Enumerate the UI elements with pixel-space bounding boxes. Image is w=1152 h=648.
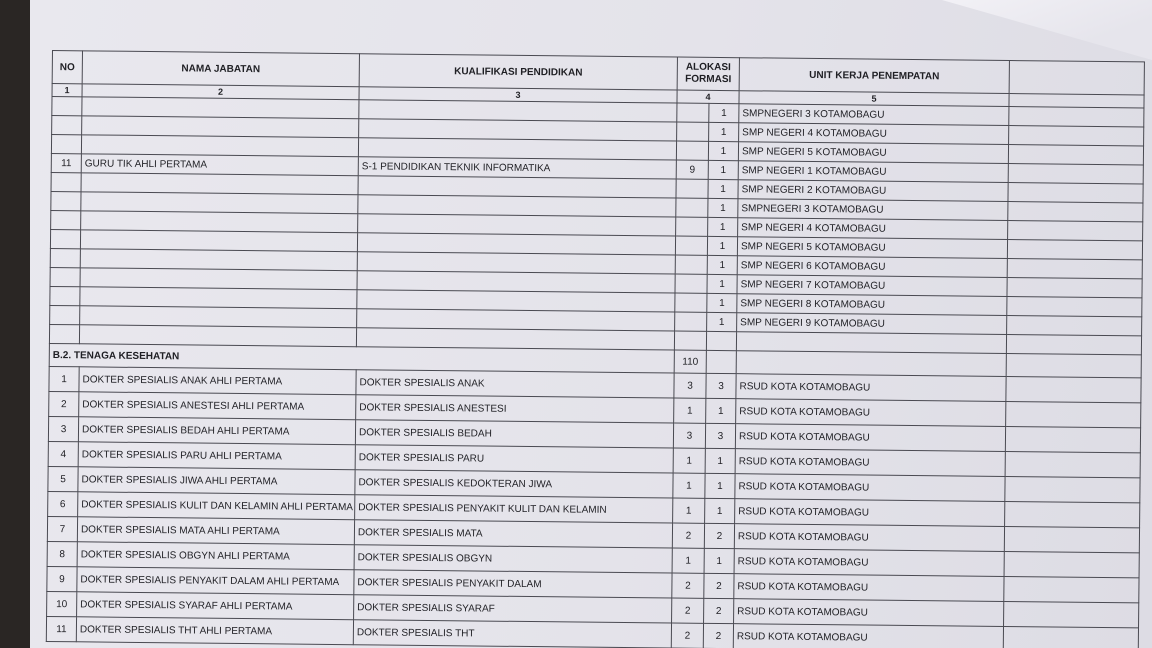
cell-kualifikasi: S-1 PENDIDIKAN TEKNIK INFORMATIKA [358,157,676,179]
cell-alokasi: 1 [706,398,736,423]
cell-kualifikasi: DOKTER SPESIALIS OBGYN [354,545,672,573]
cell-no [50,286,80,305]
cell-total: 2 [672,573,704,598]
cell-total: 2 [672,598,704,623]
cell-unit-kerja: SMP NEGERI 7 KOTAMOBAGU [737,275,1007,297]
cell-unit-kerja: RSUD KOTA KOTAMOBAGU [735,424,1005,452]
cell-total [677,122,709,141]
cell-alokasi: 1 [708,141,738,160]
cell-no [50,267,80,286]
cell-kualifikasi: DOKTER SPESIALIS SYARAF [354,595,672,623]
cell-blank [1007,316,1142,336]
cell-unit-kerja: SMPNEGERI 3 KOTAMOBAGU [739,104,1009,126]
cell-total [676,198,708,217]
cell-blank [1008,221,1143,241]
cell-total: 2 [671,623,703,648]
cell-nama-jabatan: DOKTER SPESIALIS ANESTESI AHLI PERTAMA [79,392,356,420]
cell-alokasi: 1 [707,293,737,312]
cell-nama-jabatan: DOKTER SPESIALIS PENYAKIT DALAM AHLI PERTAMA [77,567,354,595]
cell-blank [1005,502,1140,528]
cell-unit-kerja: RSUD KOTA KOTAMOBAGU [735,474,1005,502]
cell-total: 3 [674,373,706,398]
cell-alokasi: 2 [704,523,734,548]
cell-blank [1009,126,1144,146]
cell-no: 10 [47,591,77,616]
cell-kualifikasi: DOKTER SPESIALIS ANAK [356,370,674,398]
cell-alokasi: 3 [706,373,736,398]
cell-no: 9 [47,566,77,591]
cell-blank [1008,164,1143,184]
cell-kualifikasi: DOKTER SPESIALIS KEDOKTERAN JIWA [355,470,673,498]
cell-kualifikasi: DOKTER SPESIALIS BEDAH [355,420,673,448]
cell-blank [706,350,736,373]
cell-alokasi: 2 [704,598,734,623]
cell-unit-kerja: SMP NEGERI 1 KOTAMOBAGU [738,161,1008,183]
cell-no: 5 [48,466,78,491]
cell-blank [1006,402,1141,428]
cell-unit-kerja: SMP NEGERI 9 KOTAMOBAGU [737,313,1007,335]
cell-blank [1006,377,1141,403]
cell-blank [1004,601,1139,627]
cell-blank [1008,202,1143,222]
cell-kualifikasi: DOKTER SPESIALIS PARU [355,445,673,473]
cell-unit-kerja: RSUD KOTA KOTAMOBAGU [735,449,1005,477]
guru-tik-rows [49,97,1144,355]
cell-no: 7 [47,516,77,541]
header-blank [1009,61,1144,95]
column-index: 3 [359,87,677,103]
cell-no: 11 [51,153,81,172]
cell-unit-kerja: SMP NEGERI 5 KOTAMOBAGU [737,237,1007,259]
cell-nama-jabatan: DOKTER SPESIALIS MATA AHLI PERTAMA [77,517,354,545]
cell-nama-jabatan: DOKTER SPESIALIS BEDAH AHLI PERTAMA [78,417,355,445]
cell-total: 1 [672,548,704,573]
cell-nama-jabatan: DOKTER SPESIALIS JIWA AHLI PERTAMA [78,467,355,495]
cell-no: 8 [47,541,77,566]
formation-table [46,50,1145,648]
cell-no: 6 [48,491,78,516]
cell-blank [1006,354,1141,378]
cell-total: 1 [673,473,705,498]
cell-blank [1005,452,1140,478]
column-index: 2 [82,84,359,100]
column-index: 1 [52,84,82,97]
cell-total [674,331,706,350]
column-index: 5 [739,91,1009,107]
cell-no [52,116,82,135]
cell-unit-kerja: RSUD KOTA KOTAMOBAGU [734,599,1004,627]
cell-alokasi: 1 [708,217,738,236]
cell-kualifikasi: DOKTER SPESIALIS PENYAKIT KULIT DAN KELAMIN [355,495,673,523]
cell-blank [1005,477,1140,503]
next-sheet-edge [942,0,1152,60]
cell-blank [1007,297,1142,317]
cell-nama-jabatan: DOKTER SPESIALIS THT AHLI PERTAMA [76,617,353,645]
cell-kualifikasi: DOKTER SPESIALIS ANESTESI [356,395,674,423]
cell-no [50,248,80,267]
cell-no [50,305,80,324]
cell-blank [1004,576,1139,602]
cell-total [676,141,708,160]
cell-total [675,274,707,293]
cell-blank [1003,626,1138,648]
cell-unit-kerja: SMP NEGERI 6 KOTAMOBAGU [737,256,1007,278]
cell-no [51,172,81,191]
cell-alokasi [706,331,736,350]
cell-unit-kerja: SMP NEGERI 4 KOTAMOBAGU [739,123,1009,145]
cell-no: 2 [49,391,79,416]
cell-nama-jabatan: DOKTER SPESIALIS KULIT DAN KELAMIN AHLI PERTAMA [78,492,355,520]
cell-alokasi: 1 [708,160,738,179]
cell-alokasi: 1 [707,312,737,331]
cell-alokasi: 1 [707,255,737,274]
section-total: 110 [674,350,706,373]
cell-no: 3 [48,416,78,441]
cell-total [675,255,707,274]
cell-total [675,312,707,331]
header-kualifikasi: KUALIFIKASI PENDIDIKAN [359,54,677,90]
cell-no: 11 [46,616,76,641]
cell-alokasi: 1 [705,473,735,498]
cell-unit-kerja: RSUD KOTA KOTAMOBAGU [734,574,1004,602]
cell-alokasi: 1 [708,179,738,198]
cell-alokasi: 1 [705,498,735,523]
cell-blank [1008,145,1143,165]
cell-alokasi: 1 [709,103,739,122]
tenaga-kesehatan-rows [46,366,1141,648]
header-alokasi: ALOKASI FORMASI [677,57,739,91]
header-no: NO [52,51,82,84]
cell-nama-jabatan: DOKTER SPESIALIS PARU AHLI PERTAMA [78,442,355,470]
cell-blank [1005,427,1140,453]
cell-alokasi: 2 [703,623,733,648]
cell-unit-kerja: RSUD KOTA KOTAMOBAGU [736,374,1006,402]
cell-total: 1 [674,398,706,423]
header-unit-kerja: UNIT KERJA PENEMPATAN [739,58,1009,94]
cell-alokasi: 1 [708,198,738,217]
cell-unit-kerja: RSUD KOTA KOTAMOBAGU [735,499,1005,527]
cell-total [676,217,708,236]
cell-unit-kerja: SMP NEGERI 5 KOTAMOBAGU [738,142,1008,164]
cell-kualifikasi: DOKTER SPESIALIS THT [353,620,671,648]
cell-no: 1 [49,366,79,391]
cell-alokasi: 1 [707,274,737,293]
cell-unit-kerja: RSUD KOTA KOTAMOBAGU [733,624,1003,648]
cell-alokasi: 1 [709,122,739,141]
cell-kualifikasi: DOKTER SPESIALIS PENYAKIT DALAM [354,570,672,598]
cell-alokasi: 2 [704,573,734,598]
cell-no [51,210,81,229]
cell-blank [1004,527,1139,553]
cell-total: 2 [672,523,704,548]
cell-total [677,103,709,122]
cell-nama-jabatan: DOKTER SPESIALIS ANAK AHLI PERTAMA [79,367,356,395]
cell-total: 1 [673,498,705,523]
cell-blank [1007,278,1142,298]
cell-no [49,324,79,343]
column-index: 4 [677,90,739,104]
cell-unit-kerja: RSUD KOTA KOTAMOBAGU [734,549,1004,577]
cell-blank [1007,259,1142,279]
cell-total [675,293,707,312]
cell-total [675,236,707,255]
cell-alokasi: 1 [707,236,737,255]
cell-total: 1 [673,448,705,473]
cell-total: 9 [676,160,708,179]
cell-unit-kerja: RSUD KOTA KOTAMOBAGU [736,399,1006,427]
cell-nama-jabatan: DOKTER SPESIALIS OBGYN AHLI PERTAMA [77,542,354,570]
cell-blank [1008,183,1143,203]
cell-no [51,191,81,210]
cell-alokasi: 1 [704,548,734,573]
header-nama-jabatan: NAMA JABATAN [82,51,359,87]
cell-no [52,97,82,116]
cell-unit-kerja: SMP NEGERI 2 KOTAMOBAGU [738,180,1008,202]
cell-nama-jabatan: GURU TIK AHLI PERTAMA [81,154,358,176]
cell-kualifikasi: DOKTER SPESIALIS MATA [354,520,672,548]
cell-total: 3 [673,423,705,448]
cell-alokasi: 1 [705,448,735,473]
cell-unit-kerja: SMP NEGERI 8 KOTAMOBAGU [737,294,1007,316]
cell-blank [1009,107,1144,127]
cell-unit-kerja: SMPNEGERI 3 KOTAMOBAGU [738,199,1008,221]
cell-unit-kerja: RSUD KOTA KOTAMOBAGU [734,524,1004,552]
cell-blank [736,351,1006,377]
cell-nama-jabatan: DOKTER SPESIALIS SYARAF AHLI PERTAMA [77,592,354,620]
cell-unit-kerja: SMP NEGERI 4 KOTAMOBAGU [738,218,1008,240]
section-label: B.2. TENAGA KESEHATAN [49,343,674,373]
cell-no [50,229,80,248]
cell-total [676,179,708,198]
cell-no: 4 [48,441,78,466]
cell-blank [1007,240,1142,260]
document-page [30,0,1152,648]
cell-blank [1004,551,1139,577]
cell-no [51,135,81,154]
cell-alokasi: 3 [705,423,735,448]
cell-blank [1006,335,1141,355]
